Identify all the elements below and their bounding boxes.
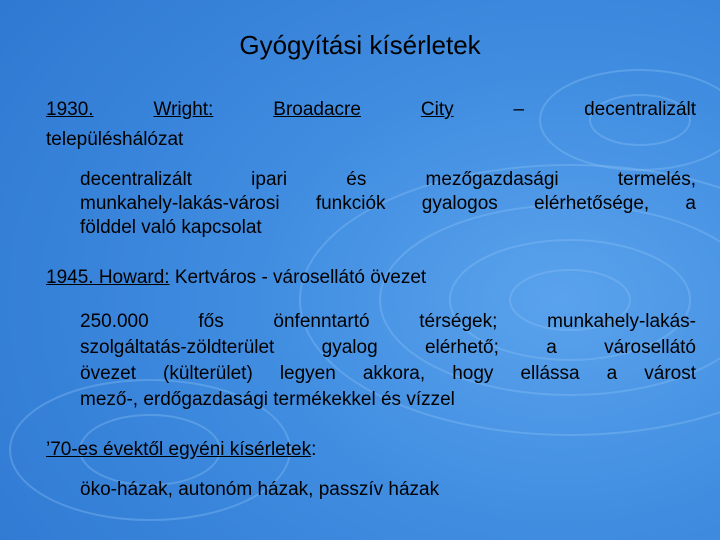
section-1-title-word-2: City [420,99,454,120]
section-1-body-line: decentralizált ipari és mezőgazdasági termelés, [80,169,696,190]
section-3-heading-rest: : [311,439,317,460]
section-1-heading [46,98,696,122]
section-1-heading-word: decentralizált [584,99,697,120]
section-1-author: Wright: [153,99,214,120]
section-3-body-line: öko-házak, autonóm házak, passzív házak [80,479,440,500]
section-1-title-word-1: Broadacre [273,99,361,120]
section-2-heading [46,266,696,290]
section-3-heading-underlined: ’70-es évektől egyéni kísérletek [46,439,312,460]
section-2-heading-underlined: 1945. Howard: [46,267,170,288]
section-2-body-line: szolgáltatás-zöldterület gyalog elérhető; a városellátó [80,337,696,358]
section-1-body-line: földdel való kapcsolat [80,217,262,238]
section-2-body-line: mező-, erdőgazdasági termékekkel és vízzel [80,389,455,410]
section-3-heading [46,438,696,462]
section-3-body [80,478,696,502]
section-1-body-line: munkahely-lakás-városi funkciók gyalogos elérhetősége, a [80,193,696,214]
slide-title: Gyógyítási kísérletek [239,30,481,60]
section-1-heading-continuation: településhálózat [46,129,184,150]
section-1-body [80,168,696,240]
section-1-dash: – [513,99,525,120]
section-2-body [80,309,696,413]
section-2-body-line: övezet (külterület) legyen akkora, hogy ellássa a várost [80,363,696,384]
section-2-body-line: 250.000 fős önfenntartó térségek; munkahely-lakás- [80,311,696,332]
section-2-heading-rest: Kertváros - városellátó övezet [169,267,427,288]
section-1-year: 1930. [46,99,94,120]
